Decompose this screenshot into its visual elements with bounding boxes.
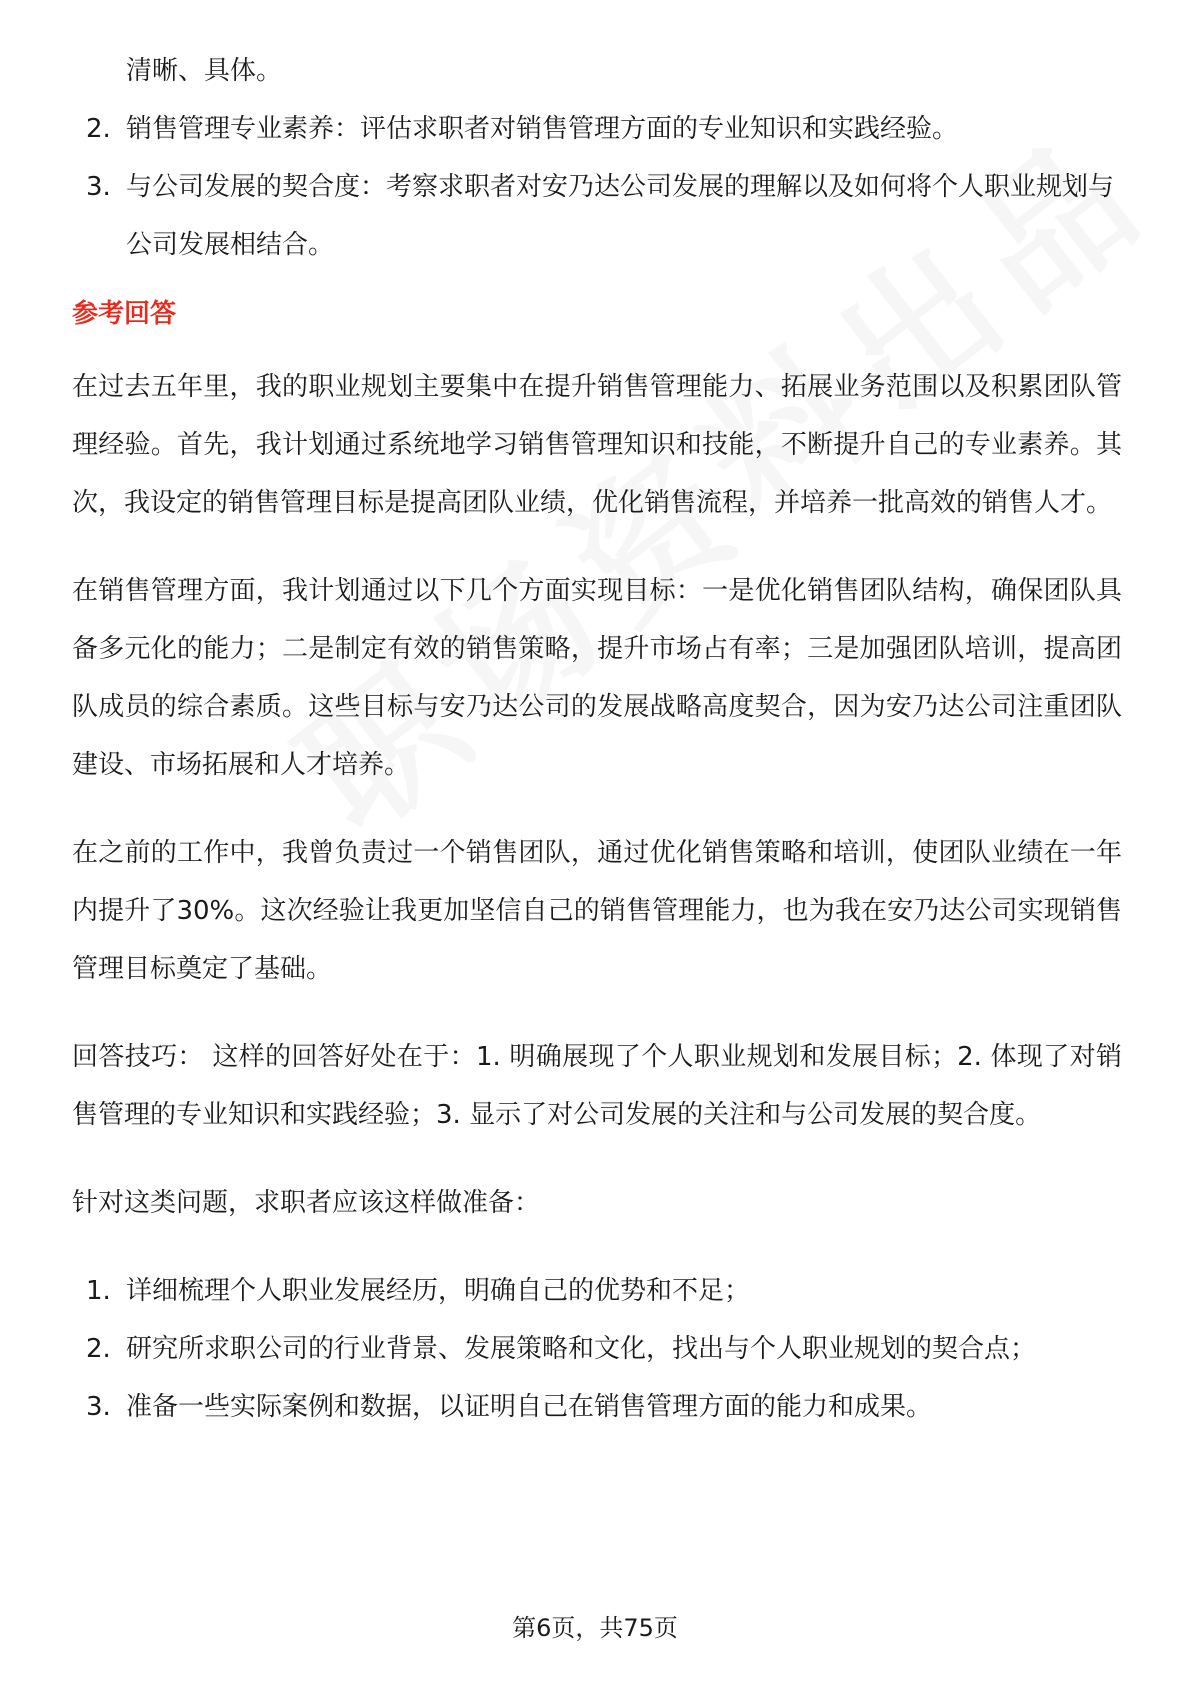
tips-paragraph: 回答技巧： 这样的回答好处在于：1. 明确展现了个人职业规划和发展目标；2. 体现了对销售管理的专业知识和实践经验；3. 显示了对公司发展的关注和与公司发展的契合度。 [72,1042,1122,1130]
list-item-text: 销售管理专业素养：评估求职者对销售管理方面的专业知识和实践经验。 [126,114,959,144]
list-item [72,1378,1122,1436]
list-item-text: 与公司发展的契合度：考察求职者对安乃达公司发展的理解以及如何将个人职业规划与公司发展相结合。 [126,172,1115,260]
list-item-text: 研究所求职公司的行业背景、发展策略和文化，找出与个人职业规划的契合点； [126,1334,1037,1364]
page-content [72,42,1122,1436]
list-item [72,1320,1122,1378]
list-item-text: 准备一些实际案例和数据，以证明自己在销售管理方面的能力和成果。 [126,1392,933,1422]
preparation-list [72,1262,1122,1436]
evaluation-list [72,100,1122,274]
list-item-text: 详细梳理个人职业发展经历，明确自己的优势和不足； [126,1276,751,1306]
answer-paragraph: 在过去五年里，我的职业规划主要集中在提升销售管理能力、拓展业务范围以及积累团队管理经验。首先，我计划通过系统地学习销售管理知识和技能，不断提升自己的专业素养。其次，我设定的销售管理目标是提高团队业绩，优化销售流程，并培养一批高效的销售人才。 [72,372,1122,518]
page-number-footer: 第6页，共75页 [512,1614,678,1642]
list-item [72,100,1122,158]
list-number: 3. [86,172,111,202]
list-item [72,1262,1122,1320]
list-number: 1. [86,1276,111,1306]
answer-paragraph: 在之前的工作中，我曾负责过一个销售团队，通过优化销售策略和培训，使团队业绩在一年内提升了30%。这次经验让我更加坚信自己的销售管理能力，也为我在安乃达公司实现销售管理目标奠定了基础。 [72,838,1122,984]
list-number: 3. [86,1392,111,1422]
list-number: 2. [86,114,111,144]
section-heading: 参考回答 [72,299,177,329]
list-continuation: 清晰、具体。 [126,56,283,86]
prep-intro-paragraph: 针对这类问题，求职者应该这样做准备： [72,1188,541,1218]
list-number: 2. [86,1334,111,1364]
list-item [72,158,1122,274]
answer-paragraph: 在销售管理方面，我计划通过以下几个方面实现目标：一是优化销售团队结构，确保团队具备多元化的能力；二是制定有效的销售策略，提升市场占有率；三是加强团队培训，提高团队成员的综合素质。这些目标与安乃达公司的发展战略高度契合，因为安乃达公司注重团队建设、市场拓展和人才培养。 [72,576,1122,780]
